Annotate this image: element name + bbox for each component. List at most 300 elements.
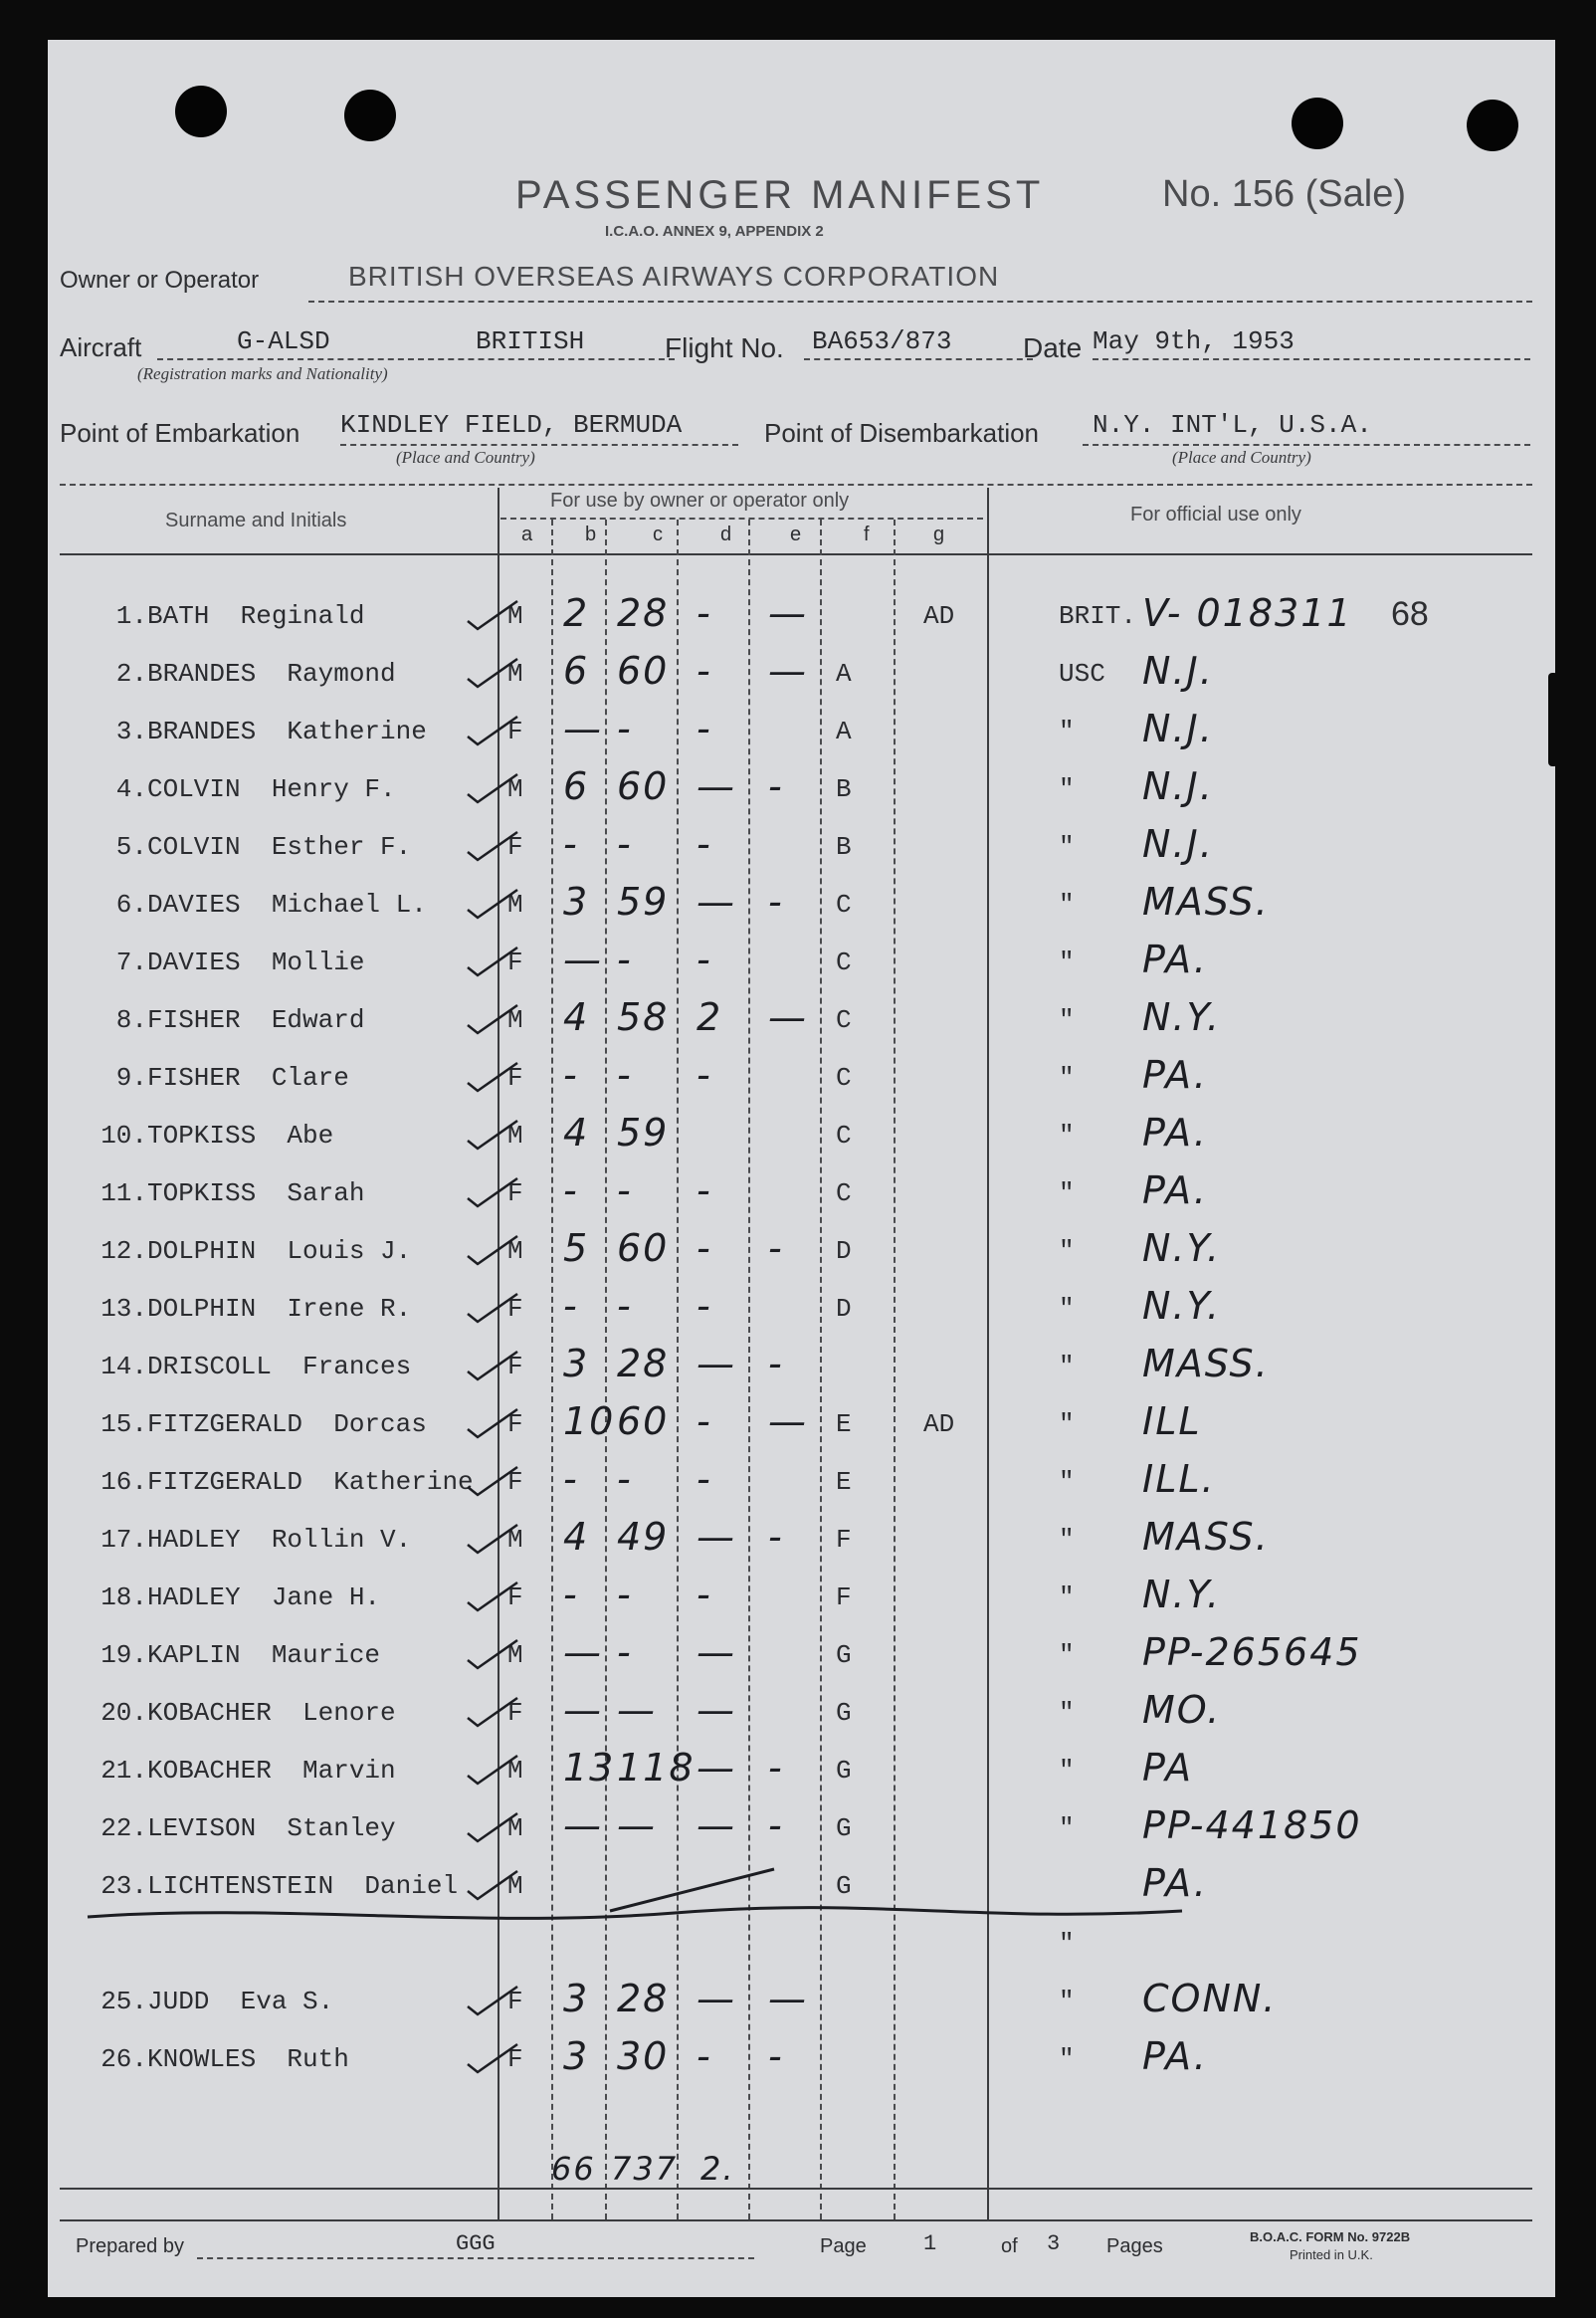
- cell-off-prefix: ": [1059, 1121, 1075, 1151]
- owner-value: BRITISH OVERSEAS AIRWAYS CORPORATION: [348, 261, 1000, 292]
- divider: [804, 358, 1033, 360]
- cell-b: -: [563, 1457, 579, 1501]
- cell-off-prefix: ": [1059, 1294, 1075, 1324]
- check-mark-icon: [464, 1461, 523, 1501]
- aircraft-registration: G-ALSD: [237, 326, 330, 356]
- cell-off-prefix: ": [1059, 1756, 1075, 1786]
- cell-a: F: [507, 1409, 523, 1439]
- cell-off: MASS.: [1142, 1342, 1270, 1385]
- cell-f: G: [836, 1698, 852, 1728]
- cell-off: PA.: [1142, 1168, 1208, 1212]
- edge-tab: [1548, 673, 1558, 766]
- cell-c: 60: [617, 649, 670, 693]
- cell-off: MASS.: [1142, 880, 1270, 924]
- cell-off: N.J.: [1142, 822, 1214, 866]
- cell-e: -: [768, 880, 784, 924]
- flight-label: Flight No.: [665, 332, 784, 363]
- cell-b: -: [563, 1284, 579, 1328]
- cell-f: G: [836, 1756, 852, 1786]
- cell-name: BRANDES Raymond: [147, 659, 396, 689]
- column-rule: [677, 520, 679, 2219]
- cell-name: DRISCOLL Frances: [147, 1352, 412, 1381]
- cell-c: 28: [617, 1977, 670, 2020]
- check-mark-icon: [464, 1230, 523, 1270]
- check-mark-icon: [464, 1577, 523, 1616]
- cell-c: 49: [617, 1515, 670, 1559]
- cell-name: HADLEY Jane H.: [147, 1582, 381, 1612]
- cell-f: E: [836, 1409, 852, 1439]
- cell-off: PA.: [1142, 1053, 1208, 1097]
- cell-off-prefix: ": [1059, 1698, 1075, 1728]
- cell-f: A: [836, 717, 852, 746]
- cell-e: -: [768, 1803, 784, 1847]
- cell-off: PA.: [1142, 2034, 1208, 2078]
- cell-name: DOLPHIN Irene R.: [147, 1294, 412, 1324]
- cell-c: -: [617, 707, 633, 750]
- check-mark-icon: [464, 1403, 523, 1443]
- cell-c: 60: [617, 1226, 670, 1270]
- flight-number: BA653/873: [812, 326, 952, 356]
- cell-f: D: [836, 1236, 852, 1266]
- cell-n: 22.: [100, 1813, 147, 1843]
- cell-d: 2: [697, 995, 723, 1039]
- check-mark-icon: [464, 653, 523, 693]
- cell-name: DOLPHIN Louis J.: [147, 1236, 412, 1266]
- cell-c: 59: [617, 880, 670, 924]
- cell-c: 58: [617, 995, 670, 1039]
- cell-c: —: [617, 1688, 657, 1732]
- cell-c: 28: [617, 1342, 670, 1385]
- cell-off-prefix: ": [1059, 2044, 1075, 2074]
- cell-name: COLVIN Esther F.: [147, 832, 412, 862]
- cell-c: 60: [617, 1399, 670, 1443]
- cell-off: N.Y.: [1142, 1284, 1221, 1328]
- cell-off-prefix: ": [1059, 1929, 1075, 1959]
- cell-c: 30: [617, 2034, 670, 2078]
- cell-a: F: [507, 948, 523, 977]
- cell-a: M: [507, 1813, 523, 1843]
- cell-b: 3: [563, 880, 590, 924]
- cell-n: 16.: [100, 1467, 147, 1497]
- cell-f: F: [836, 1525, 852, 1555]
- cell-a: F: [507, 2044, 523, 2074]
- cell-name: BRANDES Katherine: [147, 717, 427, 746]
- cell-off-prefix: USC: [1059, 659, 1105, 689]
- cell-a: F: [507, 717, 523, 746]
- cell-off: V- 018311: [1142, 591, 1353, 635]
- punch-hole: [1292, 98, 1343, 149]
- cell-f: G: [836, 1871, 852, 1901]
- cell-off: PA: [1142, 1746, 1194, 1790]
- cell-c: -: [617, 1284, 633, 1328]
- check-mark-icon: [464, 1057, 523, 1097]
- table-header-rule: [60, 553, 1532, 555]
- cell-b: 4: [563, 995, 590, 1039]
- punch-hole: [344, 90, 396, 141]
- check-mark-icon: [464, 1634, 523, 1674]
- cell-n: 3.: [115, 717, 147, 746]
- cell-a: F: [507, 1352, 523, 1381]
- cell-off-prefix: ": [1059, 1178, 1075, 1208]
- cell-off: N.J.: [1142, 649, 1214, 693]
- cell-off-prefix: BRIT.: [1059, 601, 1137, 631]
- cell-n: 19.: [100, 1640, 147, 1670]
- check-mark-icon: [464, 2038, 523, 2078]
- cell-d: —: [697, 1746, 736, 1790]
- cell-f: G: [836, 1640, 852, 1670]
- cell-name: FITZGERALD Katherine: [147, 1467, 474, 1497]
- owner-label: Owner or Operator: [60, 267, 260, 294]
- footer-rule: [60, 2219, 1532, 2221]
- table-top-rule: [60, 484, 1532, 486]
- cell-e: -: [768, 1226, 784, 1270]
- cell-c: -: [617, 1168, 633, 1212]
- cell-name: DAVIES Mollie: [147, 948, 365, 977]
- cell-f: C: [836, 1005, 852, 1035]
- check-mark-icon: [464, 768, 523, 808]
- cell-a: M: [507, 1121, 523, 1151]
- cell-extra: 68: [1391, 595, 1429, 633]
- cell-off: N.Y.: [1142, 995, 1221, 1039]
- check-mark-icon: [464, 595, 523, 635]
- cell-d: —: [697, 764, 736, 808]
- cell-off-prefix: ": [1059, 1467, 1075, 1497]
- cell-f: G: [836, 1813, 852, 1843]
- cell-b: —: [563, 1803, 603, 1847]
- cell-n: 1.: [115, 601, 147, 631]
- cell-off: PA.: [1142, 938, 1208, 981]
- cell-name: FISHER Edward: [147, 1005, 365, 1035]
- check-mark-icon: [464, 826, 523, 866]
- cell-d: —: [697, 1342, 736, 1385]
- cell-d: -: [697, 1457, 712, 1501]
- cell-n: 17.: [100, 1525, 147, 1555]
- cell-c: 118: [617, 1746, 696, 1790]
- cell-off-prefix: ": [1059, 717, 1075, 746]
- cell-e: —: [768, 1977, 808, 2020]
- cell-off-prefix: ": [1059, 1352, 1075, 1381]
- column-letter-f: f: [864, 524, 870, 545]
- cell-off-prefix: ": [1059, 1063, 1075, 1093]
- cell-e: —: [768, 649, 808, 693]
- cell-a: F: [507, 1178, 523, 1208]
- cell-name: DAVIES Michael L.: [147, 890, 427, 920]
- column-letter-a: a: [521, 524, 533, 545]
- total-b: 66: [551, 2150, 596, 2188]
- cell-n: 18.: [100, 1582, 147, 1612]
- cell-b: 3: [563, 1342, 590, 1385]
- cell-off-prefix: ": [1059, 1525, 1075, 1555]
- cell-f: F: [836, 1582, 852, 1612]
- cell-b: 4: [563, 1515, 590, 1559]
- divider: [308, 301, 1532, 303]
- of-value: 3: [1047, 2231, 1061, 2256]
- cell-n: 13.: [100, 1294, 147, 1324]
- name-column-header: Surname and Initials: [165, 510, 347, 531]
- cell-n: 8.: [115, 1005, 147, 1035]
- cell-n: 14.: [100, 1352, 147, 1381]
- cell-name: JUDD Eva S.: [147, 1987, 334, 2016]
- cell-f: C: [836, 948, 852, 977]
- cell-d: -: [697, 938, 712, 981]
- date-label: Date: [1023, 332, 1083, 363]
- cell-off-prefix: ": [1059, 832, 1075, 862]
- of-label: of: [1001, 2235, 1018, 2257]
- cell-c: 59: [617, 1111, 670, 1155]
- cell-off: MO.: [1142, 1688, 1222, 1732]
- cell-f: B: [836, 832, 852, 862]
- cell-d: -: [697, 649, 712, 693]
- manifest-number: No. 156 (Sale): [1162, 173, 1407, 215]
- cell-off: CONN.: [1142, 1977, 1278, 2020]
- cell-e: -: [768, 1746, 784, 1790]
- cell-e: -: [768, 764, 784, 808]
- cell-c: -: [617, 1053, 633, 1097]
- total-c: 737: [611, 2150, 679, 2188]
- cell-c: 28: [617, 591, 670, 635]
- cell-n: 12.: [100, 1236, 147, 1266]
- cell-n: 15.: [100, 1409, 147, 1439]
- cell-a: F: [507, 1987, 523, 2016]
- cell-name: LICHTENSTEIN Daniel: [147, 1871, 459, 1901]
- official-column-header: For official use only: [1130, 504, 1301, 526]
- owner-column-header: For use by owner or operator only: [550, 490, 850, 512]
- column-letter-c: c: [653, 524, 663, 545]
- cell-n: 5.: [115, 832, 147, 862]
- check-mark-icon: [464, 1346, 523, 1385]
- strike-through-line: [605, 1861, 784, 1921]
- cell-name: TOPKISS Abe: [147, 1121, 334, 1151]
- aircraft-note: (Registration marks and Nationality): [137, 364, 388, 383]
- cell-g: AD: [923, 601, 955, 631]
- form-number: B.O.A.C. FORM No. 9722B: [1250, 2229, 1411, 2244]
- cell-a: F: [507, 832, 523, 862]
- cell-b: 6: [563, 764, 590, 808]
- cell-f: E: [836, 1467, 852, 1497]
- column-rule: [605, 520, 607, 2219]
- check-mark-icon: [464, 942, 523, 981]
- cell-e: -: [768, 1342, 784, 1385]
- check-mark-icon: [464, 1981, 523, 2020]
- cell-b: —: [563, 1688, 603, 1732]
- cell-a: M: [507, 1640, 523, 1670]
- cell-b: 3: [563, 2034, 590, 2078]
- cell-off: N.Y.: [1142, 1573, 1221, 1616]
- printed-note: Printed in U.K.: [1290, 2247, 1373, 2262]
- cell-d: —: [697, 1630, 736, 1674]
- cell-off: ILL.: [1142, 1457, 1216, 1501]
- cell-off: PP-265645: [1142, 1630, 1362, 1674]
- check-mark-icon: [464, 1519, 523, 1559]
- cell-e: -: [768, 2034, 784, 2078]
- cell-d: —: [697, 1977, 736, 2020]
- cell-name: KOBACHER Lenore: [147, 1698, 396, 1728]
- cell-c: -: [617, 1573, 633, 1616]
- cell-a: M: [507, 1005, 523, 1035]
- cell-f: A: [836, 659, 852, 689]
- check-mark-icon: [464, 1692, 523, 1732]
- cell-b: —: [563, 938, 603, 981]
- cell-b: 5: [563, 1226, 590, 1270]
- cell-a: M: [507, 659, 523, 689]
- cell-c: -: [617, 1630, 633, 1674]
- punch-hole: [1467, 100, 1518, 151]
- cell-n: 2.: [115, 659, 147, 689]
- cell-d: -: [697, 822, 712, 866]
- cell-b: 6: [563, 649, 590, 693]
- check-mark-icon: [464, 1865, 523, 1905]
- cell-n: 9.: [115, 1063, 147, 1093]
- embarkation-value: KINDLEY FIELD, BERMUDA: [340, 410, 683, 440]
- cell-d: —: [697, 1515, 736, 1559]
- cell-off: MASS.: [1142, 1515, 1270, 1559]
- cell-f: C: [836, 1178, 852, 1208]
- cell-b: 10: [563, 1399, 616, 1443]
- cell-name: LEVISON Stanley: [147, 1813, 396, 1843]
- cell-a: M: [507, 890, 523, 920]
- cell-b: 3: [563, 1977, 590, 2020]
- cell-n: 25.: [100, 1987, 147, 2016]
- embarkation-note: (Place and Country): [396, 448, 535, 467]
- divider: [1083, 444, 1530, 446]
- cell-off-prefix: ": [1059, 1813, 1075, 1843]
- disembarkation-note: (Place and Country): [1172, 448, 1311, 467]
- cell-f: C: [836, 1063, 852, 1093]
- cell-b: —: [563, 1630, 603, 1674]
- cell-off-prefix: ": [1059, 948, 1075, 977]
- cell-name: TOPKISS Sarah: [147, 1178, 365, 1208]
- cell-a: F: [507, 1582, 523, 1612]
- cell-off: PA.: [1142, 1111, 1208, 1155]
- cell-off: N.J.: [1142, 764, 1214, 808]
- aircraft-nationality: BRITISH: [476, 326, 585, 356]
- cell-d: —: [697, 1688, 736, 1732]
- check-mark-icon: [464, 1288, 523, 1328]
- cell-b: -: [563, 1053, 579, 1097]
- cell-f: B: [836, 774, 852, 804]
- cell-a: M: [507, 601, 523, 631]
- date-value: May 9th, 1953: [1093, 326, 1295, 356]
- embarkation-label: Point of Embarkation: [60, 418, 300, 448]
- cell-a: M: [507, 1871, 523, 1901]
- disembarkation-label: Point of Disembarkation: [764, 418, 1040, 448]
- cell-off-prefix: ": [1059, 1409, 1075, 1439]
- cell-off-prefix: ": [1059, 1582, 1075, 1612]
- cell-n: 11.: [100, 1178, 147, 1208]
- column-rule: [894, 520, 896, 2219]
- column-letter-d: d: [720, 524, 732, 545]
- totals-rule: [60, 2188, 1532, 2190]
- cell-f: C: [836, 1121, 852, 1151]
- cell-b: -: [563, 1168, 579, 1212]
- cell-off-prefix: ": [1059, 1005, 1075, 1035]
- subheader-rule: [500, 518, 983, 520]
- cell-n: 20.: [100, 1698, 147, 1728]
- cell-a: M: [507, 1236, 523, 1266]
- cell-e: -: [768, 1515, 784, 1559]
- cell-c: -: [617, 938, 633, 981]
- cell-g: AD: [923, 1409, 955, 1439]
- cell-c: —: [617, 1803, 657, 1847]
- column-rule: [551, 520, 553, 2219]
- cell-off: N.Y.: [1142, 1226, 1221, 1270]
- cell-n: 21.: [100, 1756, 147, 1786]
- cell-n: 10.: [100, 1121, 147, 1151]
- cell-d: -: [697, 1168, 712, 1212]
- cell-off: PP-441850: [1142, 1803, 1362, 1847]
- page-label: Page: [820, 2235, 867, 2257]
- cell-a: F: [507, 1063, 523, 1093]
- divider: [197, 2257, 754, 2259]
- cell-e: —: [768, 1399, 808, 1443]
- cell-off-prefix: ": [1059, 1987, 1075, 2016]
- cell-a: F: [507, 1698, 523, 1728]
- cell-d: —: [697, 1803, 736, 1847]
- cell-b: —: [563, 707, 603, 750]
- check-mark-icon: [464, 999, 523, 1039]
- cell-e: —: [768, 995, 808, 1039]
- cell-a: F: [507, 1467, 523, 1497]
- cell-d: -: [697, 1053, 712, 1097]
- cell-a: M: [507, 1756, 523, 1786]
- cell-d: -: [697, 1284, 712, 1328]
- cell-b: 2: [563, 591, 590, 635]
- cell-name: KOBACHER Marvin: [147, 1756, 396, 1786]
- column-rule: [748, 520, 750, 2219]
- cell-d: —: [697, 880, 736, 924]
- cell-c: -: [617, 1457, 633, 1501]
- cell-name: BATH Reginald: [147, 601, 365, 631]
- cell-b: 4: [563, 1111, 590, 1155]
- cell-d: -: [697, 2034, 712, 2078]
- cell-off: N.J.: [1142, 707, 1214, 750]
- cell-c: 60: [617, 764, 670, 808]
- divider: [340, 444, 738, 446]
- cell-d: -: [697, 707, 712, 750]
- cell-n: 23.: [100, 1871, 147, 1901]
- cell-name: FITZGERALD Dorcas: [147, 1409, 427, 1439]
- cell-b: 13: [563, 1746, 616, 1790]
- cell-off-prefix: ": [1059, 890, 1075, 920]
- cell-off: PA.: [1142, 1861, 1208, 1905]
- total-d: 2.: [700, 2150, 735, 2188]
- check-mark-icon: [464, 1172, 523, 1212]
- cell-d: -: [697, 1573, 712, 1616]
- pages-label: Pages: [1106, 2235, 1163, 2257]
- divider: [157, 358, 675, 360]
- cell-a: M: [507, 774, 523, 804]
- prepared-by-value: GGG: [456, 2231, 496, 2256]
- cell-n: 6.: [115, 890, 147, 920]
- check-mark-icon: [464, 711, 523, 750]
- disembarkation-value: N.Y. INT'L, U.S.A.: [1093, 410, 1372, 440]
- column-letter-b: b: [585, 524, 597, 545]
- cell-name: FISHER Clare: [147, 1063, 349, 1093]
- check-mark-icon: [464, 1807, 523, 1847]
- cell-n: 4.: [115, 774, 147, 804]
- aircraft-label: Aircraft: [60, 332, 142, 362]
- cell-a: F: [507, 1294, 523, 1324]
- cell-n: 26.: [100, 2044, 147, 2074]
- cell-d: -: [697, 1399, 712, 1443]
- cell-off-prefix: ": [1059, 1236, 1075, 1266]
- cell-a: M: [507, 1525, 523, 1555]
- cell-name: KNOWLES Ruth: [147, 2044, 349, 2074]
- cell-name: HADLEY Rollin V.: [147, 1525, 412, 1555]
- cell-n: 7.: [115, 948, 147, 977]
- cell-d: -: [697, 591, 712, 635]
- page-value: 1: [923, 2231, 937, 2256]
